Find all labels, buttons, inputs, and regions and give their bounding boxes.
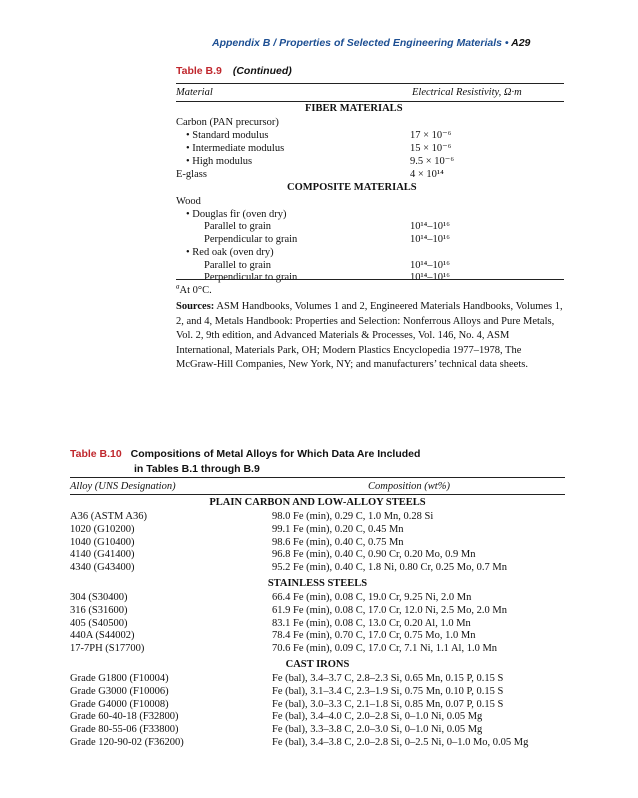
alloy-composition: Fe (bal), 3.4–4.0 C, 2.0–2.8 Si, 0–1.0 Ni, 0.05 Mg: [272, 711, 483, 723]
material-name: • Douglas fir (oven dry): [186, 208, 287, 220]
section-composite-materials: COMPOSITE MATERIALS: [287, 182, 417, 193]
footnote-text: At 0°C.: [179, 285, 212, 296]
alloy-name: 304 (S30400): [70, 592, 128, 603]
material-name: • Standard modulus: [186, 130, 269, 141]
material-name: • Red oak (oven dry): [186, 246, 274, 258]
alloy-name: Grade G3000 (F10006): [70, 685, 169, 697]
alloy-composition: 98.6 Fe (min), 0.40 C, 0.75 Mn: [272, 536, 404, 548]
alloy-name: Grade G4000 (F10008): [70, 698, 169, 710]
sources-note: [176, 300, 564, 373]
alloy-name: 316 (S31600): [70, 604, 128, 616]
table-b10-caption: [70, 447, 490, 477]
alloy-name: Grade 120-90-02 (F36200): [70, 737, 184, 748]
alloy-name: 4140 (G41400): [70, 549, 135, 561]
material-name: Parallel to grain: [204, 259, 272, 271]
material-name: Perpendicular to grain: [204, 272, 298, 284]
resistivity-value: 17 × 10⁻⁶: [410, 130, 452, 141]
alloy-name: Grade 60-40-18 (F32800): [70, 711, 179, 723]
alloy-composition: Fe (bal), 3.4–3.7 C, 2.8–2.3 Si, 0.65 Mn, 0.15 P, 0.15 S: [272, 673, 504, 684]
table-b9-top-rule: [176, 83, 564, 84]
material-name: E-glass: [176, 169, 207, 180]
alloy-composition: Fe (bal), 3.1–3.4 C, 2.3–1.9 Si, 0.75 Mn, 0.10 P, 0.15 S: [272, 685, 504, 697]
alloy-name: Grade 80-55-06 (F33800): [70, 724, 179, 736]
running-header: [212, 37, 612, 49]
alloy-name: 1020 (G10200): [70, 523, 135, 535]
table-b9-caption: [176, 65, 292, 77]
alloy-name: 405 (S40500): [70, 617, 128, 629]
table-b10-head-rule: [70, 494, 565, 495]
section-title: CAST IRONS: [285, 659, 350, 670]
alloy-composition: 70.6 Fe (min), 0.09 C, 17.0 Cr, 7.1 Ni, 1.1 Al, 1.0 Mn: [272, 643, 498, 655]
section-title: PLAIN CARBON AND LOW-ALLOY STEELS: [209, 497, 426, 508]
footnote-mark: a: [176, 282, 180, 291]
section-fiber-materials: FIBER MATERIALS: [305, 103, 403, 114]
alloy-composition: 96.8 Fe (min), 0.40 C, 0.90 Cr, 0.20 Mo, 0.9 Mn: [272, 549, 476, 561]
table-b10-label: Table B.10: [70, 448, 122, 460]
resistivity-value: 10¹⁴–10¹⁶: [410, 259, 450, 271]
table-b10-top-rule: [70, 477, 565, 478]
alloy-composition: 99.1 Fe (min), 0.20 C, 0.45 Mn: [272, 523, 404, 535]
alloy-composition: 83.1 Fe (min), 0.08 C, 13.0 Cr, 0.20 Al, 1.0 Mn: [272, 617, 471, 629]
alloy-name: 4340 (G43400): [70, 562, 135, 574]
table-b9-label: Table B.9: [176, 65, 222, 77]
alloy-composition: Fe (bal), 3.0–3.3 C, 2.1–1.8 Si, 0.85 Mn, 0.07 P, 0.15 S: [272, 698, 504, 710]
table-b9-continued: (Continued): [232, 65, 292, 77]
col-material: Material: [176, 87, 213, 98]
page-number: A29: [511, 37, 531, 49]
material-name: • High modulus: [186, 156, 253, 167]
alloy-composition: 98.0 Fe (min), 0.29 C, 1.0 Mn, 0.28 Si: [272, 511, 434, 522]
alloy-composition: 61.9 Fe (min), 0.08 C, 17.0 Cr, 12.0 Ni, 2.5 Mo, 2.0 Mn: [272, 604, 507, 616]
col-resistivity: Electrical Resistivity, Ω·m: [412, 87, 522, 98]
sources-text: ASM Handbooks, Volumes 1 and 2, Engineered Materials Handbooks, Volumes 1, 2, and 4, Metals Handbook: Properties and Selection: Nonferrous Alloys and Pure Metals, Vol. 2, 9th edition, and Advanced Materials & Processes, Vol. 146, No. 4, ASM International, Materials Park, OH; Modern Plastics Encyclopedia 1977–1978, The McGraw-Hill Companies, New York, NY; and manufacturers’ technical data sheets.: [176, 301, 563, 370]
alloy-name: A36 (ASTM A36): [70, 511, 148, 522]
material-name: • Intermediate modulus: [186, 143, 285, 154]
material-name: Perpendicular to grain: [204, 234, 298, 246]
footnote: [176, 284, 212, 299]
material-name: Carbon (PAN precursor): [176, 117, 279, 128]
resistivity-value: 10¹⁴–10¹⁶: [410, 272, 450, 284]
col-composition: Composition (wt%): [368, 481, 450, 492]
resistivity-value: 10¹⁴–10¹⁶: [410, 234, 450, 246]
table-b10-title-1: Compositions of Metal Alloys for Which Data Are Included: [130, 448, 421, 460]
table-b9-bottom-rule: [176, 279, 564, 280]
alloy-composition: 95.2 Fe (min), 0.40 C, 1.8 Ni, 0.80 Cr, 0.25 Mo, 0.7 Mn: [272, 562, 507, 574]
alloy-composition: 66.4 Fe (min), 0.08 C, 19.0 Cr, 9.25 Ni, 2.0 Mn: [272, 592, 472, 603]
resistivity-value: 10¹⁴–10¹⁶: [410, 221, 450, 233]
section-title: STAINLESS STEELS: [267, 578, 368, 589]
table-b10-title-2: in Tables B.1 through B.9: [134, 463, 260, 475]
sources-label: Sources:: [176, 301, 215, 312]
material-name: Wood: [176, 196, 201, 207]
alloy-composition: 78.4 Fe (min), 0.70 C, 17.0 Cr, 0.75 Mo, 1.0 Mn: [272, 630, 476, 642]
material-name: Parallel to grain: [204, 221, 272, 233]
alloy-name: 440A (S44002): [70, 630, 135, 642]
header-text: Appendix B / Properties of Selected Engineering Materials •: [212, 37, 512, 49]
col-alloy: Alloy (UNS Designation): [70, 481, 176, 492]
resistivity-value: 4 × 10¹⁴: [410, 169, 444, 180]
resistivity-value: 15 × 10⁻⁶: [410, 143, 452, 154]
alloy-name: Grade G1800 (F10004): [70, 673, 169, 684]
alloy-name: 17-7PH (S17700): [70, 643, 145, 655]
alloy-composition: Fe (bal), 3.4–3.8 C, 2.0–2.8 Si, 0–2.5 Ni, 0–1.0 Mo, 0.05 Mg: [272, 737, 529, 748]
alloy-composition: Fe (bal), 3.3–3.8 C, 2.0–3.0 Si, 0–1.0 Ni, 0.05 Mg: [272, 724, 483, 736]
resistivity-value: 9.5 × 10⁻⁶: [410, 156, 454, 167]
alloy-name: 1040 (G10400): [70, 536, 135, 548]
table-b9-head-rule: [176, 101, 564, 102]
